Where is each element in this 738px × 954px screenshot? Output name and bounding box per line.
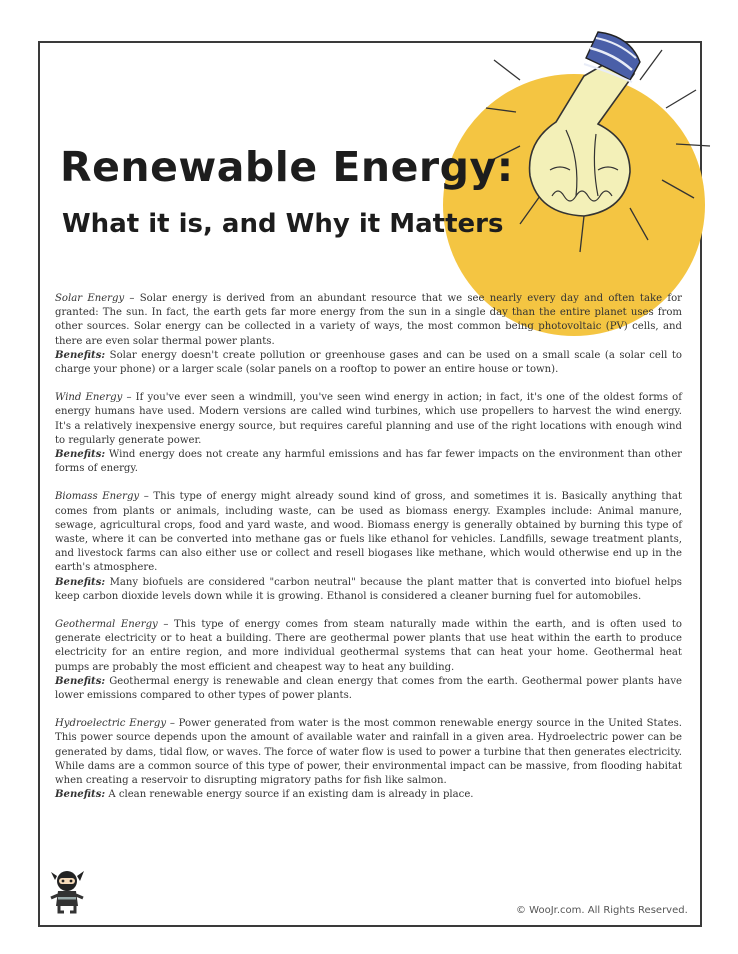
benefits-label: Benefits:	[55, 576, 106, 588]
section-description	[55, 292, 682, 349]
benefits-label: Benefits:	[55, 789, 106, 801]
benefits-label: Benefits:	[55, 449, 106, 461]
section-term: Geothermal Energy	[55, 619, 158, 631]
article-body	[55, 292, 682, 817]
lightbulb-illustration	[480, 20, 730, 280]
section-solar-energy	[55, 292, 682, 377]
section-description	[55, 490, 682, 575]
section-text: – If you've ever seen a windmill, you've seen wind energy in action; in fact, it's one of the oldest forms of energy humans have used. Modern versions are called wind turbines, which use propellers to harvest the wind energy. It's a relatively inexpensive energy source, but requires careful planning and use of the right locations with enough wind to regularly generate power.	[55, 392, 682, 446]
section-biomass-energy	[55, 490, 682, 604]
section-text: – Power generated from water is the most common renewable energy source in the United States. This power source depends upon the amount of available water and rainfall in a given area. Hydroelectric power can be generated by dams, tidal flow, or waves. The force of water flow is used to power a turbine that then generates electricity. While dams are a common source of this type of power, their environmental impact can be massive, from flooding habitat when creating a reservoir to disrupting migratory paths for fish like salmon.	[55, 718, 683, 787]
copyright-text: © WooJr.com. All Rights Reserved.	[516, 905, 688, 916]
benefits-label: Benefits:	[55, 349, 106, 361]
section-benefits	[55, 675, 682, 703]
benefits-text: Geothermal energy is renewable and clean energy that comes from the earth. Geothermal power plants have lower emissions compared to other types of power plants.	[55, 675, 682, 702]
section-benefits	[55, 788, 682, 802]
section-wind-energy	[55, 391, 682, 476]
section-term: Wind Energy	[55, 392, 123, 404]
section-description	[55, 391, 682, 448]
benefits-text: Many biofuels are considered "carbon neutral" because the plant matter that is converted into biofuel helps keep carbon dioxide levels down while it is growing. Ethanol is considered a cleaner burning fuel for automobiles.	[55, 576, 682, 602]
section-geothermal-energy	[55, 618, 682, 703]
section-hydroelectric-energy	[55, 717, 682, 802]
section-description	[55, 618, 682, 675]
section-term: Hydroelectric Energy	[55, 718, 167, 730]
section-text: – Solar energy is derived from an abundant resource that we see nearly every day and often take for granted: The sun. In fact, the earth gets far more energy from the sun in a single day than the entire planet uses from other sources. Solar energy can be collected in a variety of ways, the most common being photovoltaic (PV) cells, and there are even solar thermal power plants.	[55, 293, 682, 347]
section-term: Biomass Energy	[55, 491, 140, 503]
benefits-text: Solar energy doesn't create pollution or greenhouse gases and can be used on a small scale (a solar cell to charge your phone) or a larger scale (solar panels on a rooftop to power an entire house or town).	[55, 349, 682, 376]
benefits-text: Wind energy does not create any harmful emissions and has far fewer impacts on the environment than other forms of energy.	[55, 449, 682, 475]
page-title: Renewable Energy:	[60, 143, 514, 191]
section-description	[55, 717, 682, 788]
section-benefits	[55, 448, 682, 476]
section-benefits	[55, 576, 682, 604]
benefits-text: A clean renewable energy source if an existing dam is already in place.	[105, 789, 474, 801]
ninja-mascot-icon	[47, 868, 87, 914]
page-subtitle: What it is, and Why it Matters	[62, 209, 504, 239]
section-term: Solar Energy	[55, 293, 125, 304]
section-benefits	[55, 349, 682, 377]
benefits-label: Benefits:	[55, 675, 106, 687]
section-text: – This type of energy comes from steam naturally made within the earth, and is often used to generate electricity or to heat a building. There are geothermal power plants that use heat within the earth to produce electricity for an entire region, and more individual geothermal systems that can heat your home. Geothermal heat pumps are probably the most efficient and cheapest way to heat any building.	[55, 619, 682, 673]
section-text: – This type of energy might already sound kind of gross, and sometimes it is. Basically anything that comes from plants or animals, including waste, can be used as biomass energy. Examples include: Animal manure, sewage, agricultural crops, food and yard waste, and wood. Biomass energy is generally obtained by burning this type of waste, where it can be converted into methane gas or fuels like ethanol for vehicles. Landfills, sewage treatment plants, and livestock farms can also either use or collect and resell biogases like methane, which would otherwise end up in the earth's atmosphere.	[55, 491, 682, 574]
